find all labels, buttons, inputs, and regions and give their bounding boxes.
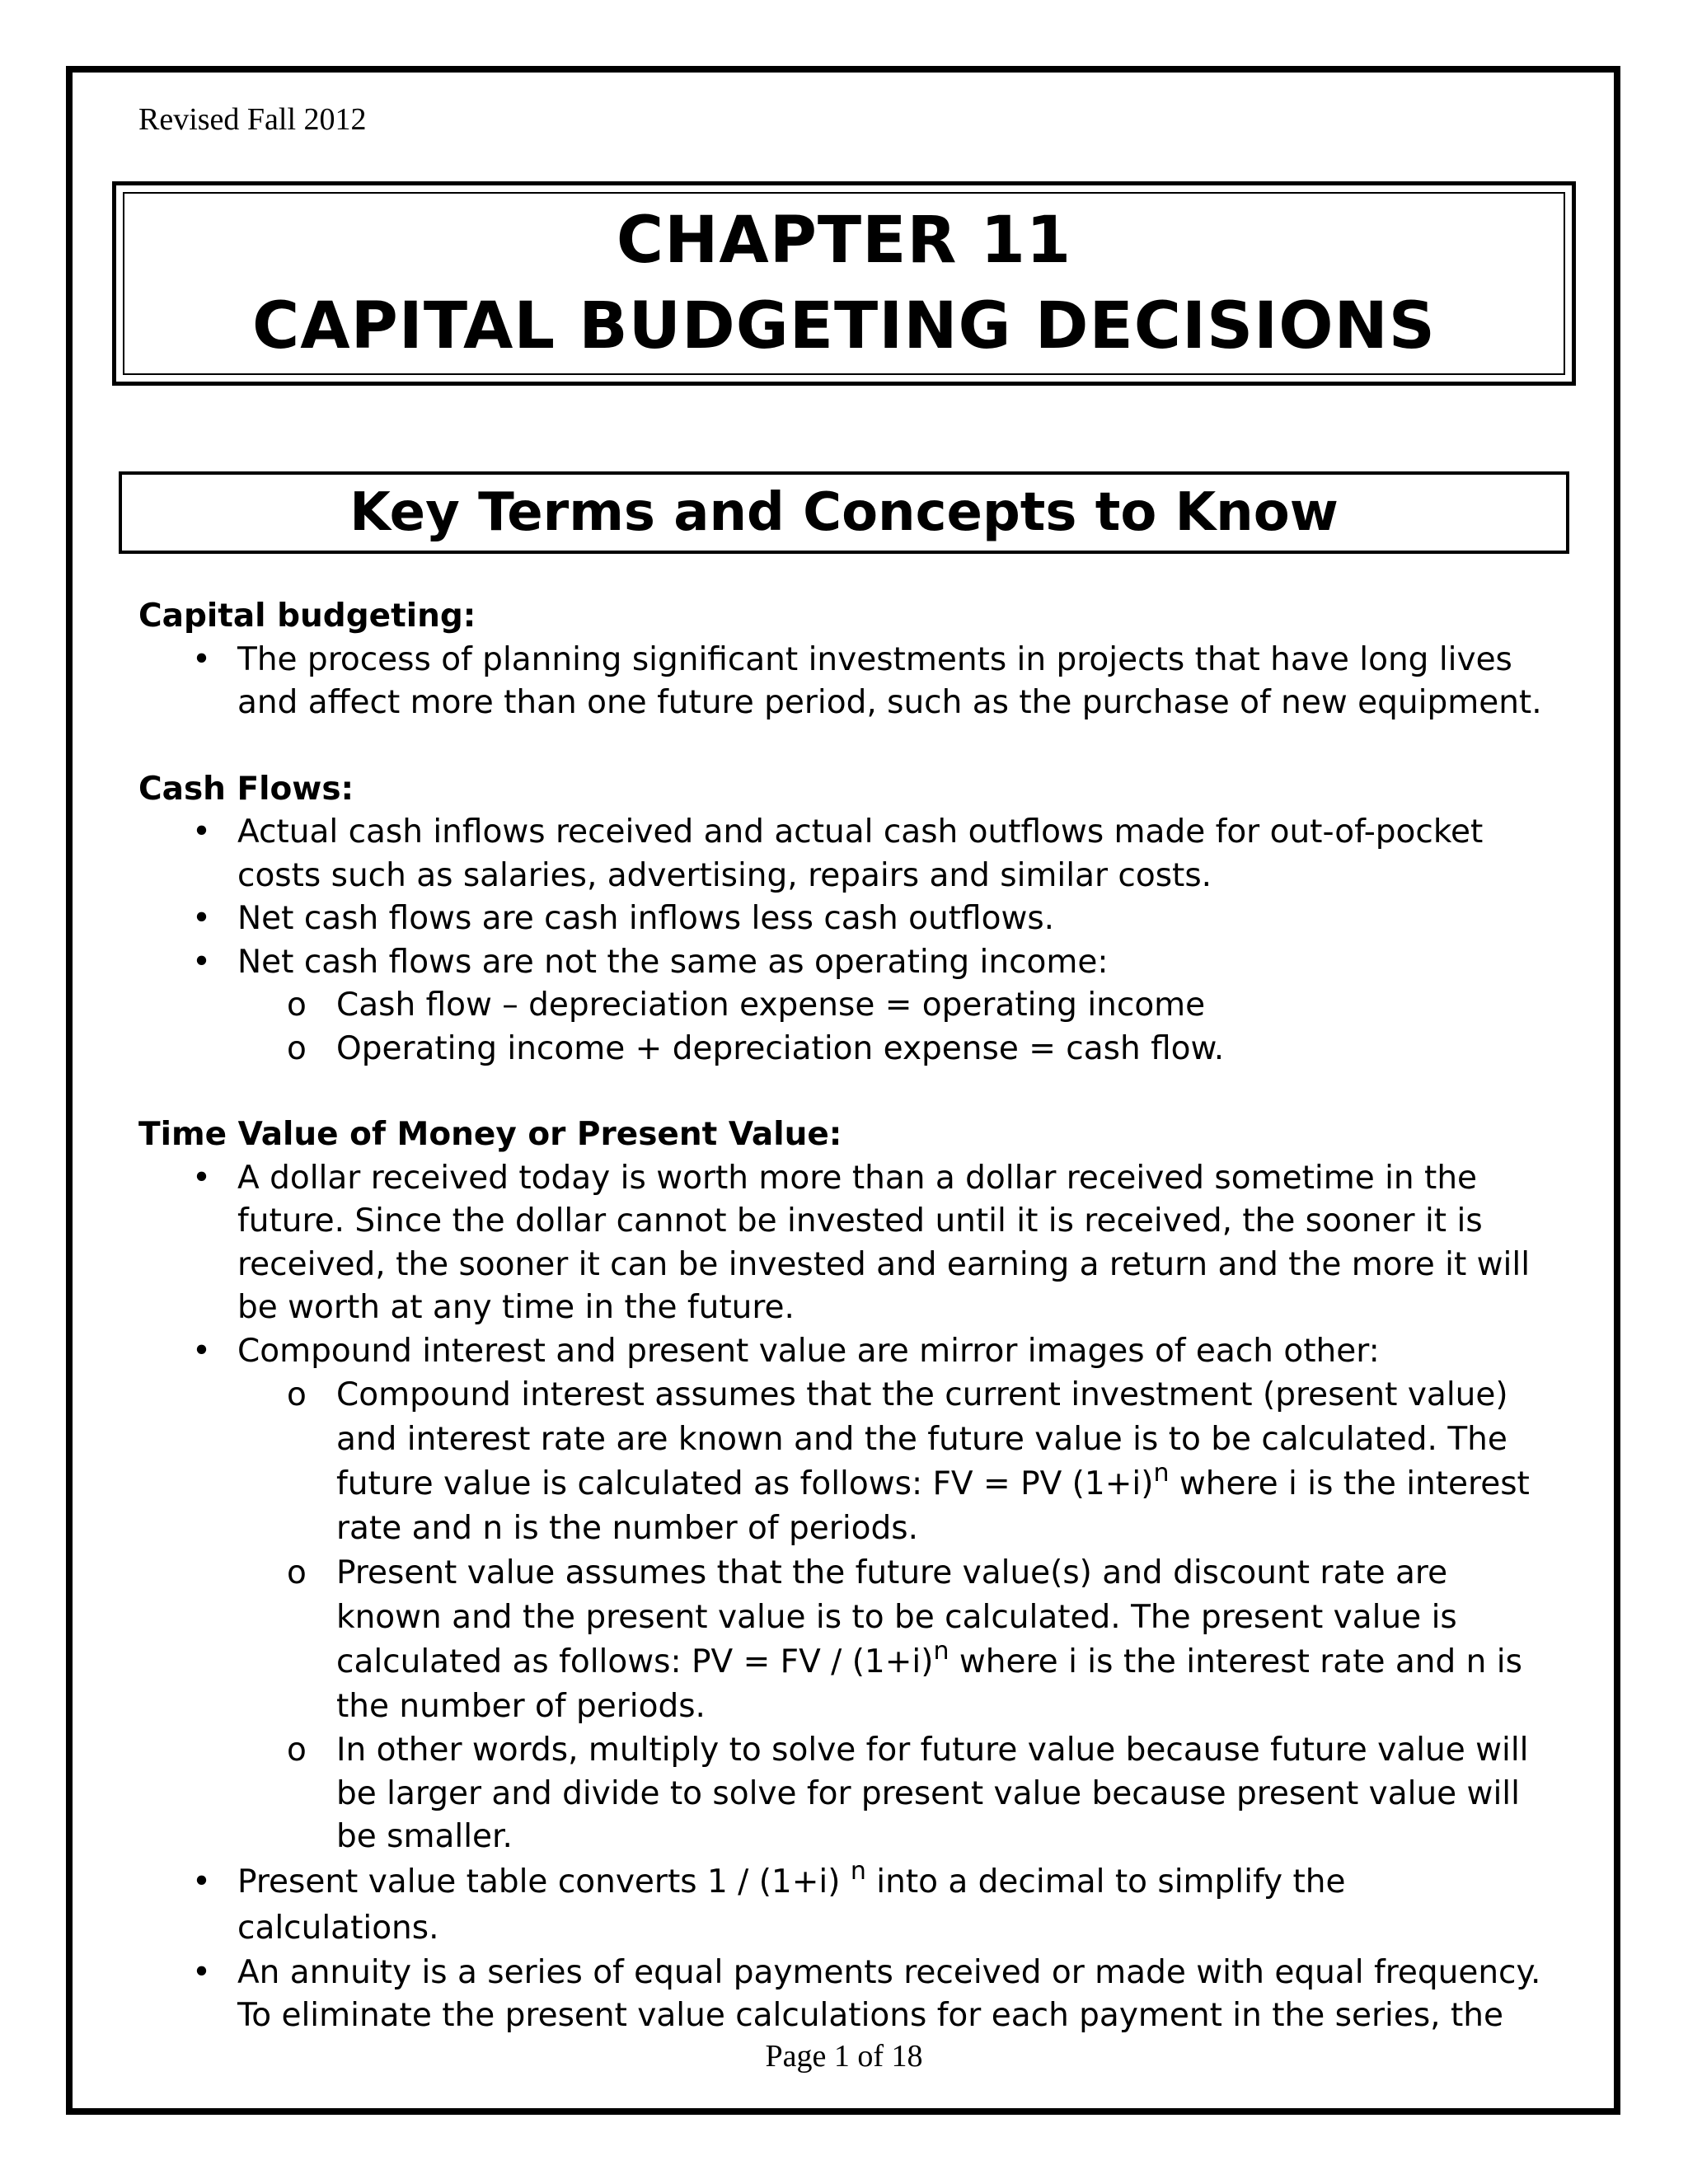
list-item-text: Actual cash inflows received and actual cash outflows made for out-of-pocket costs such as salaries, advertising, repairs and similar costs. [237,813,1484,894]
list-item [138,639,1556,725]
list-item [138,1952,1556,2038]
list-item-text: Compound interest and present value are mirror images of each other: [237,1332,1380,1370]
list-item-text: Present value table converts 1 / (1+i) [237,1863,851,1900]
exponent: n [933,1637,950,1666]
list-item [138,898,1556,941]
sub-list-item-text: Cash flow – depreciation expense = operating income [336,987,1206,1024]
sub-list-item [138,1729,1556,1859]
revised-date: Revised Fall 2012 [138,102,367,137]
bullet-icon: • [192,943,212,981]
key-terms-box [119,471,1569,554]
bullet-icon: • [192,813,212,851]
page-number: Page 1 of 18 [765,2039,923,2074]
bullet-icon: • [192,640,212,678]
sub-list-item-compound-interest [138,1373,1556,1551]
list-item [138,1157,1556,1330]
list-item-text: An annuity is a series of equal payments received or made with equal frequency. To eliminate the present value calculations for each payment in the series, the [237,1953,1541,2034]
list-item-text-continued: into a decimal to simplify the calculations. [237,1863,1346,1947]
term-capital-budgeting: Capital budgeting: [138,598,476,635]
bullet-icon: • [192,1863,212,1900]
term-time-value: Time Value of Money or Present Value: [138,1116,842,1153]
term-cash-flows: Cash Flows: [138,770,354,808]
sub-list-item [138,984,1556,1028]
circle-bullet-icon: o [287,1376,307,1413]
bullet-icon: • [192,900,212,937]
sub-list-item-present-value [138,1551,1556,1729]
circle-bullet-icon: o [287,1029,307,1067]
sub-list-item-text: Operating income + depreciation expense = cash flow. [336,1029,1225,1067]
sub-list-item-text-continued: where i is the interest rate and n is the number of periods. [336,1465,1530,1547]
bullet-icon: • [192,1953,212,1991]
sub-list-item [138,1028,1556,1071]
list-item [138,1330,1556,1374]
circle-bullet-icon: o [287,1732,307,1769]
sub-list-item-text: Compound interest assumes that the current investment (present value) and interest rate are known and the future value is to be calculated. The future value is calculated as follows: FV = PV (1+i) [336,1376,1508,1502]
list-item-text: A dollar received today is worth more than a dollar received sometime in the future. Since the dollar cannot be invested until it is received, the sooner it is received, the sooner it can be invested and earning a return and the more it will be worth at any time in the future. [237,1159,1531,1326]
exponent: n [1153,1459,1170,1488]
list-item [138,811,1556,898]
bullet-icon: • [192,1332,212,1370]
list-item-text: Net cash flows are cash inflows less cash outflows. [237,900,1055,937]
chapter-number: CHAPTER 11 [616,204,1072,278]
chapter-title: CAPITAL BUDGETING DECISIONS [252,289,1436,363]
circle-bullet-icon: o [287,987,307,1024]
list-item-text: Net cash flows are not the same as operating income: [237,943,1109,981]
list-item [138,941,1556,985]
key-terms-content [138,595,1556,2038]
section-gap [138,1071,1556,1113]
sub-list-item-text: In other words, multiply to solve for future value because future value will be larger and divide to solve for present value because present value will be smaller. [336,1732,1529,1855]
bullet-icon: • [192,1159,212,1197]
sub-list-item-text-continued: where i is the interest rate and n is the number of periods. [336,1643,1522,1725]
list-item-present-value-table [138,1856,1556,1952]
sub-list-item-text: Present value assumes that the future value(s) and discount rate are known and the present value is to be calculated. The present value is calculated as follows: PV = FV / (1+i) [336,1554,1457,1680]
chapter-title-box [112,181,1576,386]
section-gap [138,725,1556,768]
list-item-text: The process of planning significant investments in projects that have long lives and affect more than one future period, such as the purchase of new equipment. [237,640,1542,721]
key-terms-heading: Key Terms and Concepts to Know [349,482,1339,543]
circle-bullet-icon: o [287,1554,307,1591]
chapter-title-inner-frame [123,192,1565,375]
exponent: n [850,1856,866,1886]
